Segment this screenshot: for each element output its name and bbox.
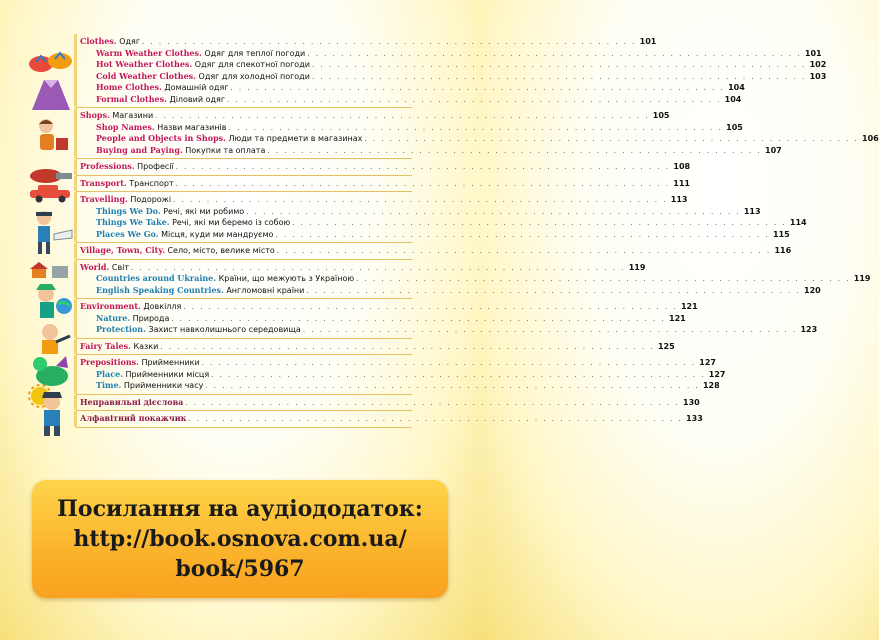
toc-entry-title — [80, 194, 171, 206]
toc-entry-ukrainian: Одяг для спекотної погоди — [194, 60, 310, 69]
toc-entry-ukrainian: Англомовні країни — [226, 285, 305, 295]
banner-line-1: Посилання на аудіододаток: — [57, 496, 423, 522]
toc-entry-english: Protection. — [96, 324, 146, 334]
car-icon — [26, 182, 76, 204]
toc-entry[interactable] — [80, 194, 688, 206]
toc-entry[interactable] — [80, 357, 716, 369]
toc-page-number: 106 — [862, 134, 879, 143]
toc-entry-ukrainian: Домашній одяг — [164, 83, 229, 92]
toc-entry-ukrainian: Прийменники часу — [123, 381, 204, 390]
dress-icon — [26, 78, 76, 112]
toc-entry-title — [96, 217, 290, 229]
toc-section — [76, 34, 827, 108]
toc-leader-dots — [290, 218, 788, 230]
toc-entry-english: Places We Go. — [96, 228, 159, 239]
toc-page-number: 107 — [765, 145, 782, 155]
toc-leader-dots — [304, 286, 802, 298]
toc-entry-title — [96, 59, 310, 71]
toc-entry-english: Cold Weather Clothes. — [96, 70, 196, 81]
toc-entry[interactable] — [80, 205, 761, 218]
toc-entry-english: Buying and Paying. — [96, 144, 183, 155]
toc-entry-title — [80, 110, 153, 122]
toc-entry[interactable] — [80, 133, 879, 145]
toc-entry-ukrainian: Довкілля — [143, 302, 182, 311]
toc-entry-ukrainian: Діловий одяг — [169, 94, 226, 104]
toc-entry-english: English Speaking Countries. — [96, 284, 224, 295]
toc-entry-ukrainian: Село, місто, велике місто — [167, 246, 275, 255]
toc-entry-english: Transport. — [80, 177, 127, 188]
toc-entry-ukrainian: Місця, куди ми мандруємо — [161, 229, 274, 239]
toc-entry-title — [96, 273, 354, 285]
toc-entry-ukrainian: Світ — [111, 262, 130, 272]
toc-leader-dots — [265, 146, 763, 158]
toc-entry-title — [80, 397, 183, 409]
toc-leader-dots — [228, 83, 726, 95]
toc-entry-english: Place. — [96, 368, 123, 379]
toc-section — [76, 176, 690, 193]
toc-entry[interactable] — [80, 70, 827, 83]
toc-leader-dots — [153, 111, 651, 123]
toc-page-number: 127 — [708, 369, 726, 379]
toc-leader-dots — [354, 274, 852, 286]
toc-entry-english: Fairy Tales. — [80, 340, 131, 351]
table-of-contents — [76, 34, 879, 428]
audio-link-banner — [32, 480, 448, 598]
toc-entry-title — [80, 161, 174, 173]
toc-entry-ukrainian: Професії — [137, 162, 174, 171]
toc-page-number: 113 — [670, 195, 688, 204]
toc-entry-english: Неправильні дієслова — [80, 396, 184, 407]
toc-entry[interactable] — [80, 413, 703, 425]
flip-flops-icon — [26, 46, 76, 76]
toc-page-number: 105 — [726, 122, 743, 132]
toc-page-number: 119 — [628, 262, 646, 272]
toc-section — [76, 192, 807, 243]
toc-entry[interactable] — [80, 161, 691, 173]
toc-entry-english: Clothes. — [80, 36, 117, 46]
toc-entry[interactable] — [80, 301, 698, 313]
toc-page-number: 104 — [728, 83, 745, 92]
toc-section — [76, 108, 879, 159]
toc-entry-english: Prepositions. — [80, 357, 139, 367]
toc-entry-english: Nature. — [96, 312, 131, 323]
toc-page-number: 104 — [724, 94, 742, 104]
toc-page-number: 114 — [789, 218, 807, 227]
toc-leader-dots — [183, 398, 681, 410]
toc-page-number: 125 — [657, 341, 675, 351]
toc-entry[interactable] — [80, 93, 742, 106]
toc-leader-dots — [244, 207, 742, 219]
toc-entry-title — [96, 229, 273, 241]
boy-icon — [26, 392, 76, 438]
toc-entry[interactable] — [80, 261, 646, 274]
toc-leader-dots — [209, 370, 707, 382]
toc-entry-ukrainian: Одяг для теплої погоди — [204, 48, 306, 58]
toc-leader-dots — [275, 246, 773, 258]
toc-entry-title — [96, 122, 227, 134]
toc-entry-english: Shops. — [80, 110, 110, 120]
toc-entry-title — [96, 324, 301, 336]
toc-section — [76, 159, 691, 176]
toc-leader-dots — [174, 179, 672, 191]
toc-entry-ukrainian: Природа — [132, 313, 170, 323]
toc-entry[interactable] — [80, 144, 782, 157]
toc-entry[interactable] — [80, 217, 807, 229]
toc-entry-title — [96, 369, 209, 381]
toc-entry[interactable] — [80, 284, 821, 297]
toc-entry-title — [80, 262, 129, 274]
toc-page-number: 101 — [804, 48, 822, 58]
toc-entry-title — [80, 301, 181, 313]
toc-entry-ukrainian: Речі, які ми беремо із собою — [172, 218, 291, 227]
toc-leader-dots — [362, 134, 860, 146]
toc-entry-english: Travelling. — [80, 194, 128, 204]
toc-entry-english: Home Clothes. — [96, 82, 162, 92]
village-icon — [26, 262, 76, 280]
toc-entry[interactable] — [80, 396, 700, 409]
banner-line-3[interactable]: book/5967 — [175, 556, 305, 582]
toc-entry-title — [96, 145, 265, 157]
toc-page-number: 111 — [673, 178, 690, 188]
toc-entry[interactable] — [80, 47, 822, 60]
toc-leader-dots — [174, 162, 672, 174]
toc-page-number: 105 — [652, 111, 670, 120]
toc-page-number: 119 — [853, 274, 871, 283]
toc-entry-ukrainian: Казки — [133, 341, 159, 351]
toc-entry-english: Hot Weather Clothes. — [96, 59, 193, 69]
toc-entry-english: Things We Take. — [96, 217, 170, 227]
toc-leader-dots — [273, 230, 771, 242]
toc-entry[interactable] — [80, 59, 827, 71]
toc-section — [76, 411, 703, 428]
toc-leader-dots — [310, 60, 808, 72]
toc-page-number: 120 — [804, 285, 821, 295]
traveller-icon — [26, 208, 76, 258]
toc-entry-english: Time. — [96, 380, 122, 390]
toc-entry-english: Environment. — [80, 301, 141, 311]
toc-entry-ukrainian: Транспорт — [129, 178, 174, 188]
toc-entry-english: People and Objects in Shops. — [96, 133, 226, 143]
toc-leader-dots — [305, 49, 803, 61]
toc-entry-title — [80, 245, 275, 257]
toc-entry[interactable] — [80, 228, 790, 241]
toc-entry-title — [96, 380, 203, 392]
toc-page-number: 121 — [669, 313, 686, 323]
toc-entry[interactable] — [80, 324, 818, 336]
toc-entry-title — [96, 313, 169, 325]
toc-entry-english: Formal Clothes. — [96, 93, 167, 104]
toc-leader-dots — [186, 414, 684, 426]
toc-page-number: 128 — [702, 381, 720, 390]
toc-entry[interactable] — [80, 110, 670, 122]
explorer-icon — [26, 282, 76, 322]
toc-entry-english: Professions. — [80, 161, 135, 171]
toc-entry-title — [80, 341, 158, 353]
toc-entry-title — [80, 413, 186, 425]
toc-entry-ukrainian: Одяг — [119, 37, 141, 46]
toc-page-number: 116 — [774, 246, 792, 255]
toc-entry-ukrainian: Захист навколишнього середовища — [148, 325, 301, 334]
toc-page-number: 101 — [639, 37, 657, 46]
toc-leader-dots — [200, 358, 698, 370]
toc-page-number: 115 — [773, 229, 790, 239]
toc-entry-ukrainian: Покупки та оплата — [185, 145, 266, 155]
toc-section — [76, 355, 726, 395]
toc-entry-english: Shop Names. — [96, 121, 155, 132]
toc-entry[interactable] — [80, 380, 720, 392]
toc-entry-title — [96, 285, 304, 297]
toc-entry-title — [96, 71, 310, 83]
toc-entry[interactable] — [80, 121, 743, 134]
toc-page-number: 103 — [809, 71, 827, 81]
toc-entry-title — [80, 36, 140, 48]
toc-page-number: 130 — [683, 397, 700, 407]
toc-page-number: 127 — [699, 358, 716, 367]
toc-page-number: 108 — [673, 162, 691, 171]
toc-section — [76, 299, 818, 339]
toc-section — [76, 260, 871, 300]
toc-leader-dots — [171, 195, 669, 207]
toc-entry-ukrainian: Країни, що межують з Україною — [218, 274, 355, 283]
toc-entry[interactable] — [80, 340, 675, 353]
toc-entry-ukrainian: Магазини — [112, 111, 154, 120]
toc-entry-english: Алфавітний покажчик — [80, 413, 187, 423]
toc-entry-ukrainian: Прийменники — [141, 358, 200, 367]
toc-entry-english: Warm Weather Clothes. — [96, 47, 202, 58]
toc-entry-ukrainian: Назви магазинів — [157, 122, 227, 132]
toc-entry-title — [96, 48, 305, 60]
toc-leader-dots — [203, 381, 701, 393]
toc-entry-title — [96, 82, 228, 94]
toc-entry-english: Things We Do. — [96, 205, 161, 216]
toc-entry[interactable] — [80, 312, 686, 325]
toc-entry[interactable] — [80, 245, 792, 257]
toc-section — [76, 243, 792, 260]
toc-entry-title — [80, 357, 200, 369]
toc-leader-dots — [225, 95, 723, 107]
shopper-icon — [26, 116, 76, 156]
toc-page-number: 102 — [809, 60, 827, 69]
toc-leader-dots — [181, 302, 679, 314]
toc-entry-english: World. — [80, 261, 110, 272]
toc-entry[interactable] — [80, 82, 745, 94]
toc-section — [76, 339, 675, 356]
toc-entry-title — [96, 94, 225, 106]
toc-leader-dots — [301, 325, 799, 337]
toc-entry[interactable] — [80, 273, 871, 285]
toc-page-number: 113 — [743, 206, 761, 216]
toc-entry-ukrainian: Прийменники місця — [125, 369, 210, 379]
toc-page-number: 121 — [680, 302, 698, 311]
toc-entry-english: Countries around Ukraine. — [96, 273, 217, 283]
toc-page-number: 133 — [686, 414, 703, 423]
banner-line-2[interactable]: http://book.osnova.com.ua/ — [73, 526, 407, 552]
toc-entry-ukrainian: Подорожі — [130, 195, 172, 204]
toc-entry-ukrainian: Одяг для холодної погоди — [198, 71, 310, 81]
toc-section — [76, 395, 700, 412]
toc-entry-ukrainian: Речі, які ми робимо — [163, 206, 245, 216]
toc-entry-english: Village, Town, City. — [80, 245, 165, 255]
toc-entry[interactable] — [80, 177, 690, 190]
toc-page-number: 123 — [800, 325, 818, 334]
toc-entry-title — [96, 206, 244, 218]
toc-leader-dots — [158, 342, 656, 354]
toc-entry[interactable] — [80, 36, 657, 48]
toc-entry-title — [80, 178, 174, 190]
toc-entry-ukrainian: Люди та предмети в магазинах — [228, 134, 363, 143]
toc-entry[interactable] — [80, 368, 726, 381]
toc-entry-title — [96, 133, 362, 145]
